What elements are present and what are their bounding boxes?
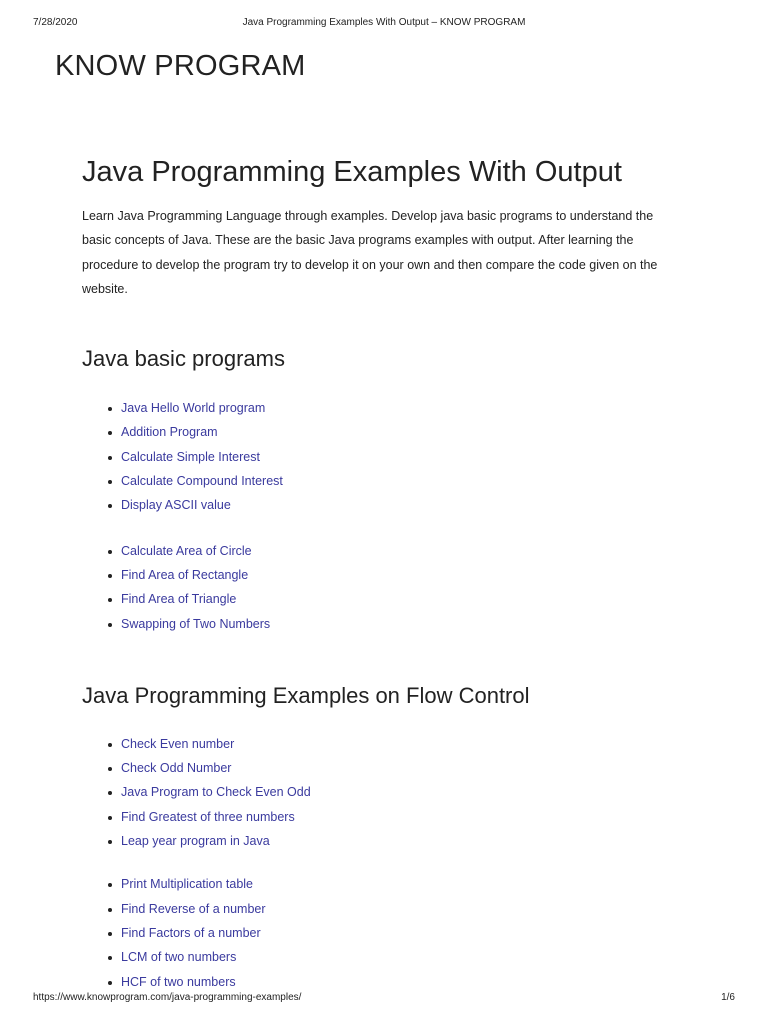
list-item	[82, 872, 682, 896]
program-link[interactable]: Java Program to Check Even Odd	[121, 785, 311, 800]
program-link[interactable]: Print Multiplication table	[121, 877, 254, 892]
program-link[interactable]: Calculate Simple Interest	[121, 449, 260, 464]
program-link[interactable]: Check Odd Number	[121, 761, 232, 776]
list-item	[82, 732, 682, 756]
program-link[interactable]: Calculate Compound Interest	[121, 474, 283, 489]
program-link[interactable]: Find Greatest of three numbers	[121, 809, 295, 824]
print-footer	[0, 992, 768, 1006]
section-heading-basic-programs: Java basic programs	[82, 346, 285, 372]
article-content	[82, 152, 682, 994]
list-item	[82, 921, 682, 945]
page-title: Java Programming Examples With Output	[82, 156, 622, 188]
program-link[interactable]: LCM of two numbers	[121, 950, 237, 965]
link-list	[82, 872, 682, 993]
list-item	[82, 897, 682, 921]
program-link[interactable]: Find Factors of a number	[121, 925, 261, 940]
list-item	[82, 469, 682, 493]
list-item	[82, 445, 682, 469]
list-item	[82, 493, 682, 517]
program-link[interactable]: Swapping of Two Numbers	[121, 616, 271, 631]
link-list	[82, 732, 682, 853]
program-link[interactable]: Find Area of Triangle	[121, 592, 237, 607]
program-link[interactable]: Find Reverse of a number	[121, 901, 266, 916]
link-list	[82, 396, 682, 517]
intro-paragraph: Learn Java Programming Language through examples. Develop java basic programs to understand the basic concepts of Java. These are the basic Java programs examples with output. After learning the procedure to develop the program try to develop it on your own and then compare the code given on the website.	[82, 209, 658, 296]
program-link[interactable]: Addition Program	[121, 425, 218, 440]
list-item	[82, 587, 682, 611]
program-link[interactable]: Find Area of Rectangle	[121, 567, 249, 582]
site-title[interactable]: KNOW PROGRAM	[55, 50, 306, 82]
print-document-title: Java Programming Examples With Output – KNOW PROGRAM	[242, 17, 526, 28]
list-item	[82, 829, 682, 853]
list-item	[82, 780, 682, 804]
list-item	[82, 396, 682, 420]
print-url: https://www.knowprogram.com/java-programming-examples/	[33, 992, 302, 1003]
list-item	[82, 563, 682, 587]
program-link[interactable]: Check Even number	[121, 736, 235, 751]
list-item	[82, 970, 682, 994]
link-list	[82, 539, 682, 636]
print-date: 7/28/2020	[33, 17, 78, 28]
list-item	[82, 420, 682, 444]
program-link[interactable]: HCF of two numbers	[121, 974, 236, 989]
list-item	[82, 945, 682, 969]
program-link[interactable]: Display ASCII value	[121, 498, 231, 513]
print-header	[0, 17, 768, 31]
program-link[interactable]: Leap year program in Java	[121, 834, 270, 849]
list-item	[82, 756, 682, 780]
list-item	[82, 805, 682, 829]
list-item	[82, 612, 682, 636]
page-number: 1/6	[721, 992, 735, 1003]
program-link[interactable]: Java Hello World program	[121, 401, 266, 416]
section-heading-flow-control: Java Programming Examples on Flow Control	[82, 682, 530, 708]
list-item	[82, 539, 682, 563]
program-link[interactable]: Calculate Area of Circle	[121, 543, 252, 558]
